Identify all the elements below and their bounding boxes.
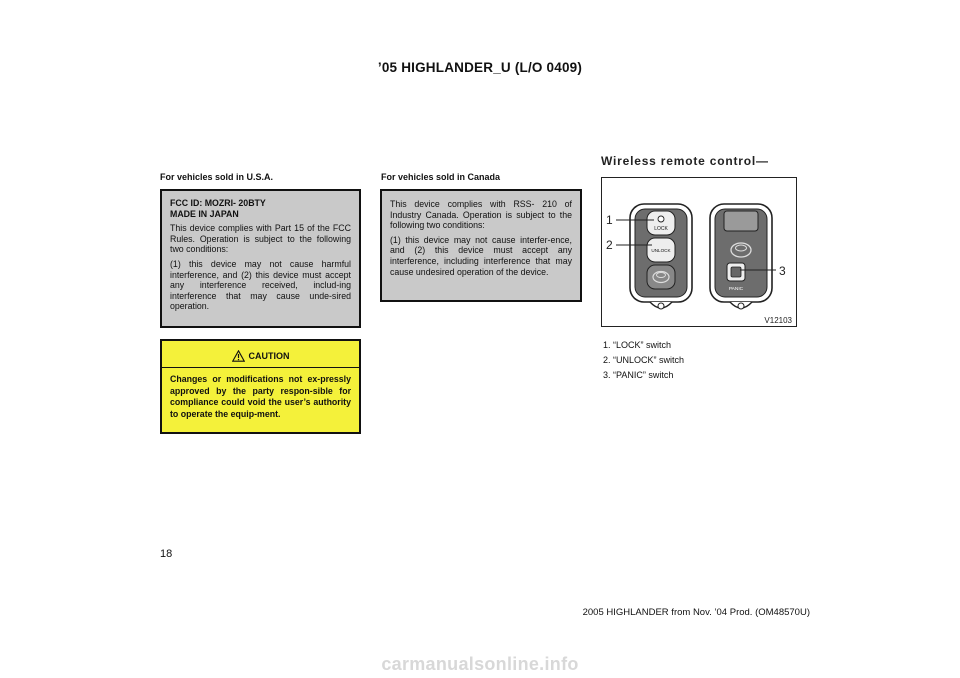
canada-notice-box [380,189,582,302]
key-fob-back [710,204,772,309]
made-in-label: MADE IN JAPAN [170,208,239,219]
callout-2: 2 [606,238,613,252]
usa-para-1: This device complies with Part 15 of the FCC Rules. Operation is subject to the following two conditions: [170,223,351,255]
callout-3: 3 [779,264,786,278]
caution-box [160,339,361,434]
list-item: 2. “UNLOCK” switch [603,355,685,365]
warning-triangle-icon [232,350,245,362]
figure-code: V12103 [764,316,792,325]
caution-label: CAUTION [248,351,290,361]
usa-para-2: (1) this device may not cause harmful interference, and (2) this device must accept any interference received, includ-ing interference that may cause unde-sired operation. [170,258,351,312]
page-number: 18 [160,548,173,560]
canada-para-1: This device complies with RSS- 210 of Industry Canada. Operation is subject to the following two conditions: [390,199,572,231]
section-title: Wireless remote control— [601,154,769,168]
remote-control-figure [601,177,797,327]
remote-control-illustration [602,178,796,326]
list-item: 3. “PANIC” switch [603,370,674,380]
usa-fcc-notice-box [160,189,361,328]
canada-heading: For vehicles sold in Canada [381,172,501,182]
watermark: carmanualsonline.info [381,654,579,674]
fcc-id-label: FCC ID: MOZRI- 20BTY [170,198,266,208]
footer-code: 2005 HIGHLANDER from Nov. ’04 Prod. (OM48570U) [582,607,810,618]
page-header-title: ’05 HIGHLANDER_U (L/O 0409) [377,60,583,75]
switch-list [603,338,684,383]
canada-para-2: (1) this device may not cause interfer-ence, and (2) this device must accept any interference, including interference that may cause undesired operation of the device. [390,234,572,277]
callout-1: 1 [606,213,613,227]
caution-header [162,341,359,367]
usa-heading: For vehicles sold in U.S.A. [160,172,274,182]
caution-text: Changes or modifications not ex-pressly approved by the party respon-sible for compliance could void the user’s authority to operate the equip-ment. [170,374,351,419]
list-item: 1. “LOCK” switch [603,340,672,350]
unlock-button-label: UNLOCK [651,248,671,253]
panic-button-label: PANIC [728,287,744,292]
lock-button-label: LOCK [654,226,668,232]
